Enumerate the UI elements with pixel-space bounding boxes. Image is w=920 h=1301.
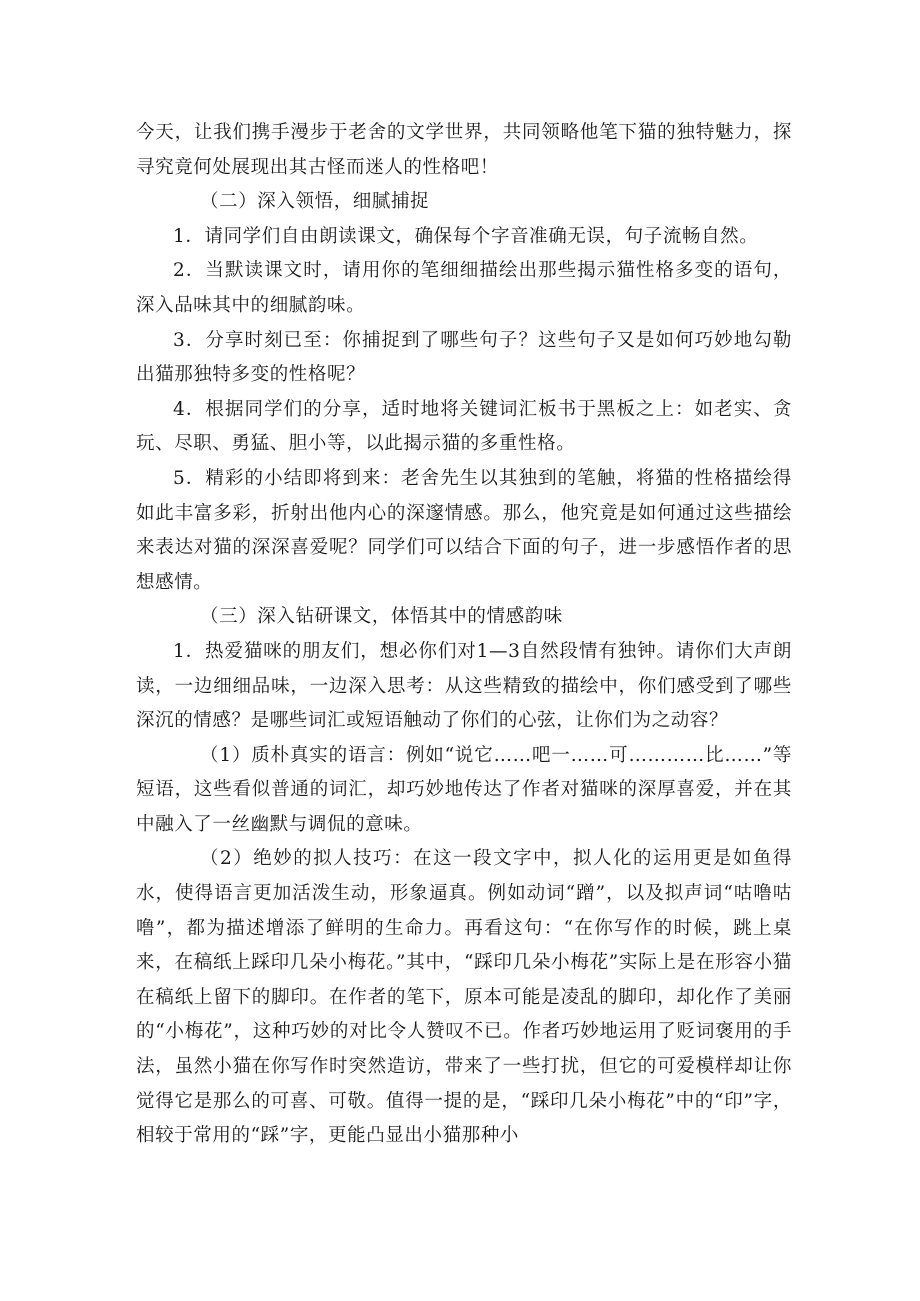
document-page [136, 116, 792, 1154]
list-item-6: 1．热爱猫咪的朋友们，想必你们对1—3自然段情有独钟。请你们大声朗读，一边细细品味，一边深入思考：从这些精致的描绘中，你们感受到了哪些深沉的情感？是哪些词汇或短语触动了你们的心弦，让你们为之动容？ [136, 640, 792, 732]
sub-item-1: （1）质朴真实的语言：例如“说它……吧一……可…………比……”等短语，这些看似普通的词汇，却巧妙地传达了作者对猫咪的深厚喜爱，并在其中融入了一丝幽默与调侃的意味。 [136, 744, 792, 835]
paragraph-intro: 今天，让我们携手漫步于老舍的文学世界，共同领略他笔下猫的独特魅力，探寻究竟何处展现出其古怪而迷人的性格吧！ [136, 122, 792, 178]
list-item-2: 2．当默读课文时，请用你的笔细细描绘出那些揭示猫性格多变的语句，深入品味其中的细腻韵味。 [136, 260, 792, 316]
section-heading-3: （三）深入钻研课文，体悟其中的情感韵味 [200, 606, 563, 628]
list-item-1: 1．请同学们自由朗读课文，确保每个字音准确无误，句子流畅自然。 [173, 225, 759, 247]
section-heading-2: （二）深入领悟，细腻捕捉 [200, 191, 430, 213]
list-item-3: 3．分享时刻已至：你捕捉到了哪些句子？这些句子又是如何巧妙地勾勒出猫那独特多变的性格呢？ [136, 329, 792, 386]
list-item-4: 4．根据同学们的分享，适时地将关键词汇板书于黑板之上：如老实、贪玩、尽职、勇猛、胆小等，以此揭示猫的多重性格。 [136, 398, 792, 455]
list-item-5: 5．精彩的小结即将到来：老舍先生以其独到的笔触，将猫的性格描绘得如此丰富多彩，折射出他内心的深邃情感。那么，他究竟是如何通过这些描绘来表达对猫的深深喜爱呢？同学们可以结合下面的句子，进一步感悟作者的思想感情。 [136, 467, 792, 593]
sub-item-2: （2）绝妙的拟人技巧：在这一段文字中，拟人化的运用更是如鱼得水，使得语言更加活泼生动，形象逼真。例如动词“蹭”，以及拟声词“咕噜咕噜”，都为描述增添了鲜明的生命力。再看这句：“在你写作的时候，跳上桌来，在稿纸上踩印几朵小梅花。”其中，“踩印几朵小梅花”实际上是在形容小猫在稿纸上留下的脚印。在作者的笔下，原本可能是凌乱的脚印，却化作了美丽的“小梅花”，这种巧妙的对比令人赞叹不已。作者巧妙地运用了贬词褒用的手法，虽然小猫在你写作时突然造访，带来了一些打扰，但它的可爱模样却让你觉得它是那么的可喜、可敬。值得一提的是，“踩印几朵小梅花”中的“印”字，相较于常用的“踩”字，更能凸显出小猫那种小 [136, 848, 792, 1147]
